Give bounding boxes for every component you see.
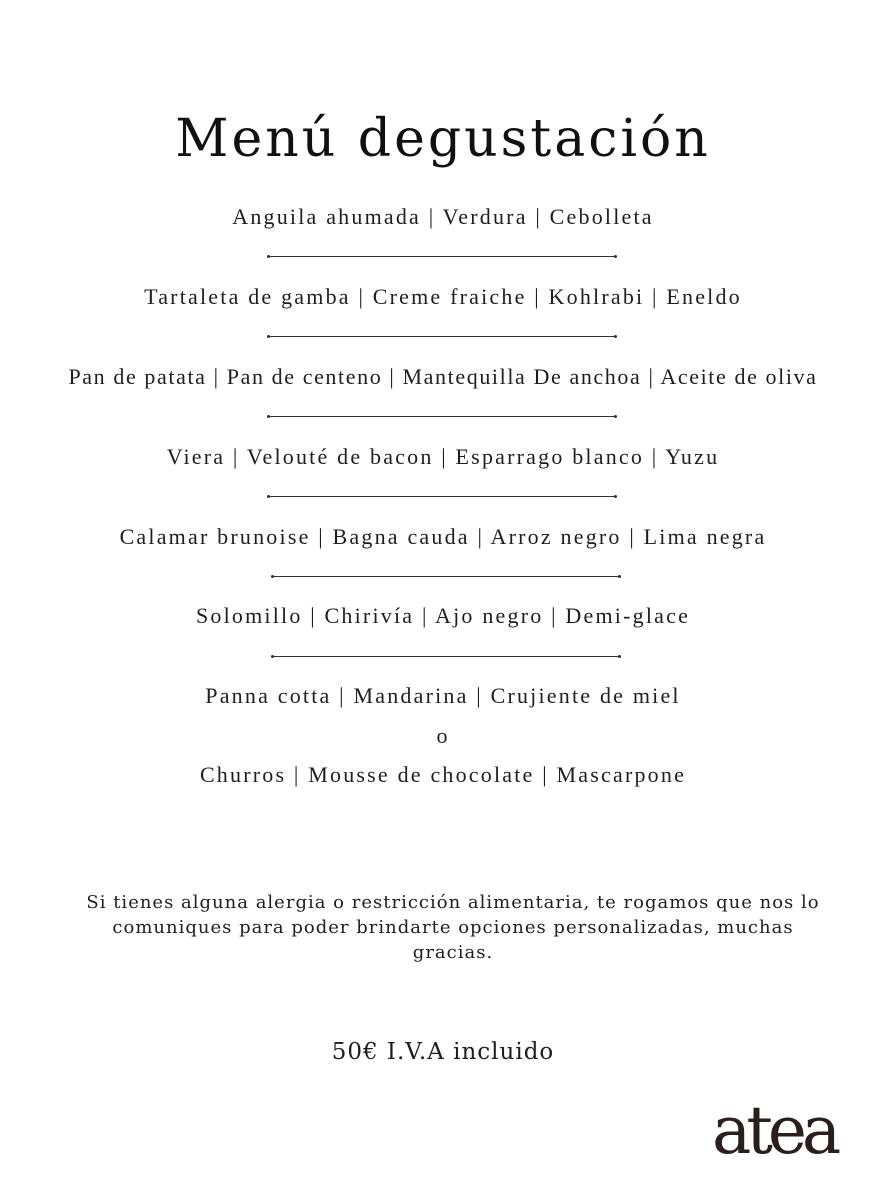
divider <box>268 336 616 337</box>
divider <box>268 256 616 257</box>
course-3: Pan de patata | Pan de centeno | Mantequilla De anchoa | Aceite de oliva <box>68 364 818 389</box>
allergy-notice: Si tienes alguna alergia o restricción alimentaria, te rogamos que nos lo comuniques para poder brindarte opciones personalizadas, muchas gracias. <box>86 892 820 963</box>
dessert-option-2: Churros | Mousse de chocolate | Mascarpone <box>199 762 687 787</box>
dessert-option-1: Panna cotta | Mandarina | Crujiente de miel <box>205 683 681 708</box>
brand-logo: atea <box>712 1092 837 1169</box>
course-5: Calamar brunoise | Bagna cauda | Arroz negro | Lima negra <box>119 524 767 549</box>
divider <box>268 496 616 497</box>
divider <box>268 416 616 417</box>
menu-title: Menú degustación <box>175 108 711 169</box>
course-6: Solomillo | Chirivía | Ajo negro | Demi-glace <box>195 603 691 628</box>
course-2: Tartaleta de gamba | Creme fraiche | Kohlrabi | Eneldo <box>144 284 742 309</box>
dessert-or: o <box>436 723 450 748</box>
course-4: Viera | Velouté de bacon | Esparrago blanco | Yuzu <box>166 444 720 469</box>
divider <box>272 576 620 577</box>
course-1: Anguila ahumada | Verdura | Cebolleta <box>232 204 654 229</box>
price-label: 50€ I.V.A incluido <box>331 1039 555 1065</box>
divider <box>272 656 620 657</box>
